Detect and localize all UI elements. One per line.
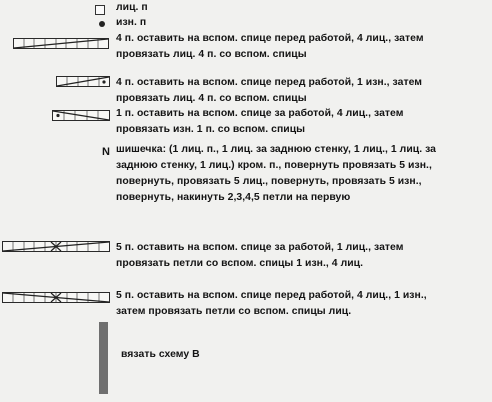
knit-stitch-icon [95, 5, 105, 15]
legend-scheme-b-text: вязать схему В [121, 349, 200, 360]
cross-5-back-icon [2, 241, 110, 253]
cable-4-front-icon [13, 38, 109, 50]
legend-purl-label: изн. п [116, 17, 147, 28]
cable-4-front-purl-icon [56, 76, 110, 88]
legend-cable-1-back-text: 1 п. оставить на вспом. спице за работой, 4 лиц., затем провязать изн. 1 п. со вспом. спицы [116, 108, 404, 135]
legend-cross-5-back-text: 5 п. оставить на вспом. спице за работой, 1 лиц., затем провязать петли со вспом. спицы 1 изн., 4 лиц. [116, 242, 404, 269]
legend-cross-5-front-text: 5 п. оставить на вспом. спице перед работой, 4 лиц., 1 изн., затем провязать петли со вспом. спицы лиц. [116, 290, 427, 317]
legend-bobble-text: шишечка: (1 лиц. п., 1 лиц. за заднюю стенку, 1 лиц., 1 лиц. за заднюю стенку, 1 лиц.) кром. п., повернуть провязать 5 изн., повернуть, провязать 5 лиц., повернуть, провязать 5 изн., повернуть, накинуть 2,3,4,5 петли на первую [116, 144, 436, 203]
legend-knit-label: лиц. п [116, 2, 148, 13]
scheme-b-bar-icon [99, 322, 108, 394]
legend-cable-4-front-purl-text: 4 п. оставить на вспом. спице перед работой, 1 изн., затем провязать лиц. 4 п. со вспом. спицы [116, 77, 423, 104]
purl-stitch-icon [99, 21, 105, 27]
cable-1-back-icon [52, 110, 110, 122]
legend-cable-4-front-text: 4 п. оставить на вспом. спице перед работой, 4 лиц., затем провязать лиц. 4 п. со вспом. спицы [116, 33, 424, 60]
bobble-icon: N [102, 146, 110, 158]
cross-5-front-icon [2, 292, 110, 304]
